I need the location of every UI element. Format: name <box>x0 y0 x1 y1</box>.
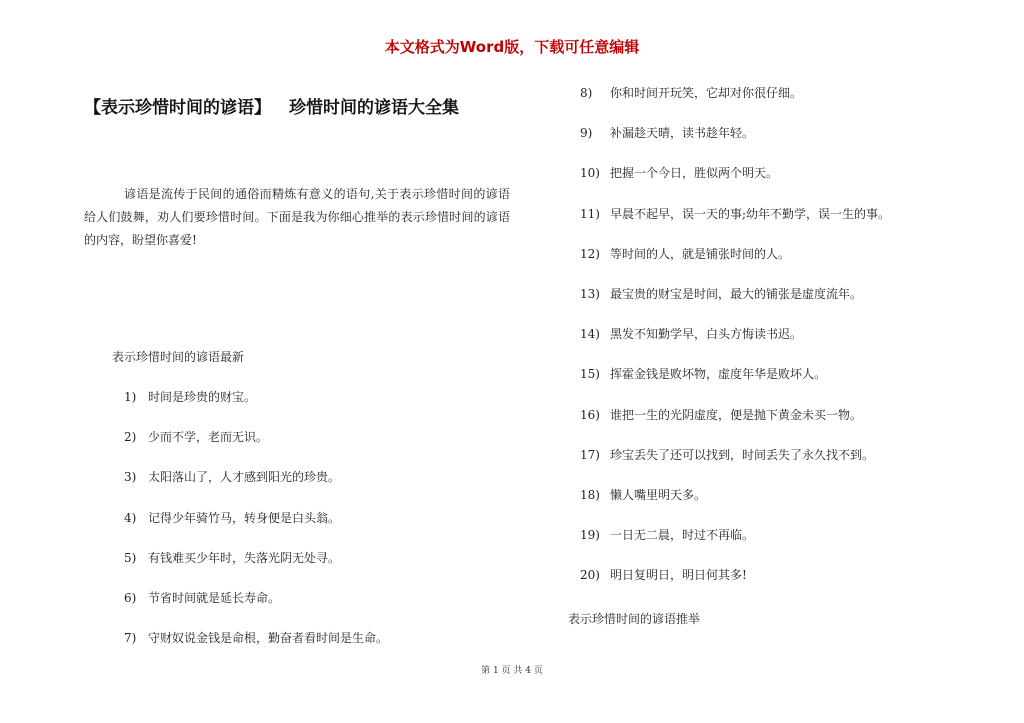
list-item <box>124 469 388 509</box>
item-text: 黑发不知勤学早，白头方悔读书迟。 <box>610 327 803 342</box>
list-item <box>580 527 890 567</box>
item-number: 14) <box>580 327 600 342</box>
list-item <box>580 85 890 125</box>
list-item <box>580 286 890 326</box>
item-number: 19) <box>580 528 600 543</box>
item-number: 18) <box>580 487 600 502</box>
item-number: 3) <box>124 470 137 485</box>
item-number: 15) <box>580 367 600 382</box>
list-item <box>124 550 388 590</box>
item-text: 最宝贵的财宝是时间，最大的铺张是虚度流年。 <box>610 286 863 301</box>
list-item <box>580 206 890 246</box>
section-heading-recommended: 表示珍惜时间的谚语推举 <box>568 612 701 626</box>
item-number: 2) <box>124 430 137 445</box>
item-text: 节省时间就是延长寿命。 <box>148 590 281 605</box>
item-text: 明日复明日，明日何其多! <box>610 568 747 583</box>
proverb-list-left <box>124 389 388 670</box>
item-number: 1) <box>124 390 137 404</box>
item-text: 有钱难买少年时，失落光阴无处寻。 <box>148 550 341 565</box>
header-banner: 本文格式为Word版，下载可任意编辑 <box>384 38 640 56</box>
item-number: 7) <box>124 631 137 646</box>
item-text: 等时间的人，就是铺张时间的人。 <box>610 246 791 261</box>
item-text: 时间是珍贵的财宝。 <box>148 390 257 404</box>
list-item <box>580 567 890 607</box>
item-number: 17) <box>580 447 600 462</box>
item-number: 5) <box>124 550 137 565</box>
list-item <box>124 590 388 630</box>
list-item <box>580 125 890 165</box>
item-number: 8) <box>580 86 593 100</box>
item-text: 一日无二晨，时过不再临。 <box>610 528 755 543</box>
list-item <box>124 389 388 429</box>
list-item <box>580 447 890 487</box>
item-text: 早晨不起早，误一天的事;幼年不勤学，误一生的事。 <box>610 206 891 221</box>
list-item <box>580 246 890 286</box>
list-item <box>580 326 890 366</box>
item-number: 13) <box>580 286 600 301</box>
document-title <box>84 93 459 118</box>
item-text: 珍宝丢失了还可以找到，时间丢失了永久找不到。 <box>610 447 875 462</box>
list-item <box>580 366 890 406</box>
item-text: 太阳落山了，人才感到阳光的珍贵。 <box>148 470 341 485</box>
list-item <box>580 407 890 447</box>
item-text: 守财奴说金钱是命根，勤奋者看时间是生命。 <box>148 631 389 646</box>
intro-text: 谚语是流传于民间的通俗而精炼有意义的语句,关于表示珍惜时间的谚语给人们鼓舞，劝人们要珍惜时间。下面是我为你细心推举的表示珍惜时间的谚语的内容，盼望你喜爱! <box>84 187 510 247</box>
item-text: 把握一个今日，胜似两个明天。 <box>610 166 779 181</box>
title-part-1: 【表示珍惜时间的谚语】 <box>84 98 271 118</box>
item-text: 补漏趁天晴，读书趁年轻。 <box>610 126 755 141</box>
item-text: 少而不学，老而无识。 <box>148 430 269 445</box>
page-number-footer: 第 1 页 共 4 页 <box>481 666 543 676</box>
item-text: 记得少年骑竹马，转身便是白头翁。 <box>148 510 341 525</box>
list-item <box>124 429 388 469</box>
item-number: 6) <box>124 590 137 605</box>
section-heading-latest: 表示珍惜时间的谚语最新 <box>112 350 245 364</box>
item-number: 20) <box>580 568 600 583</box>
list-item <box>580 165 890 205</box>
item-text: 谁把一生的光阴虚度，便是抛下黄金未买一物。 <box>610 407 863 422</box>
list-item <box>124 510 388 550</box>
item-number: 9) <box>580 126 593 141</box>
item-text: 懒人嘴里明天多。 <box>610 487 707 502</box>
title-part-2: 珍惜时间的谚语大全集 <box>289 98 459 118</box>
item-number: 12) <box>580 246 600 261</box>
item-number: 11) <box>580 206 600 221</box>
item-text: 挥霍金钱是败坏物，虚度年华是败坏人。 <box>610 367 827 382</box>
item-text: 你和时间开玩笑，它却对你很仔细。 <box>610 86 803 100</box>
item-number: 10) <box>580 166 600 181</box>
item-number: 4) <box>124 510 137 525</box>
item-number: 16) <box>580 407 600 422</box>
proverb-list-right <box>580 85 890 607</box>
list-item <box>580 487 890 527</box>
intro-paragraph <box>84 183 510 252</box>
